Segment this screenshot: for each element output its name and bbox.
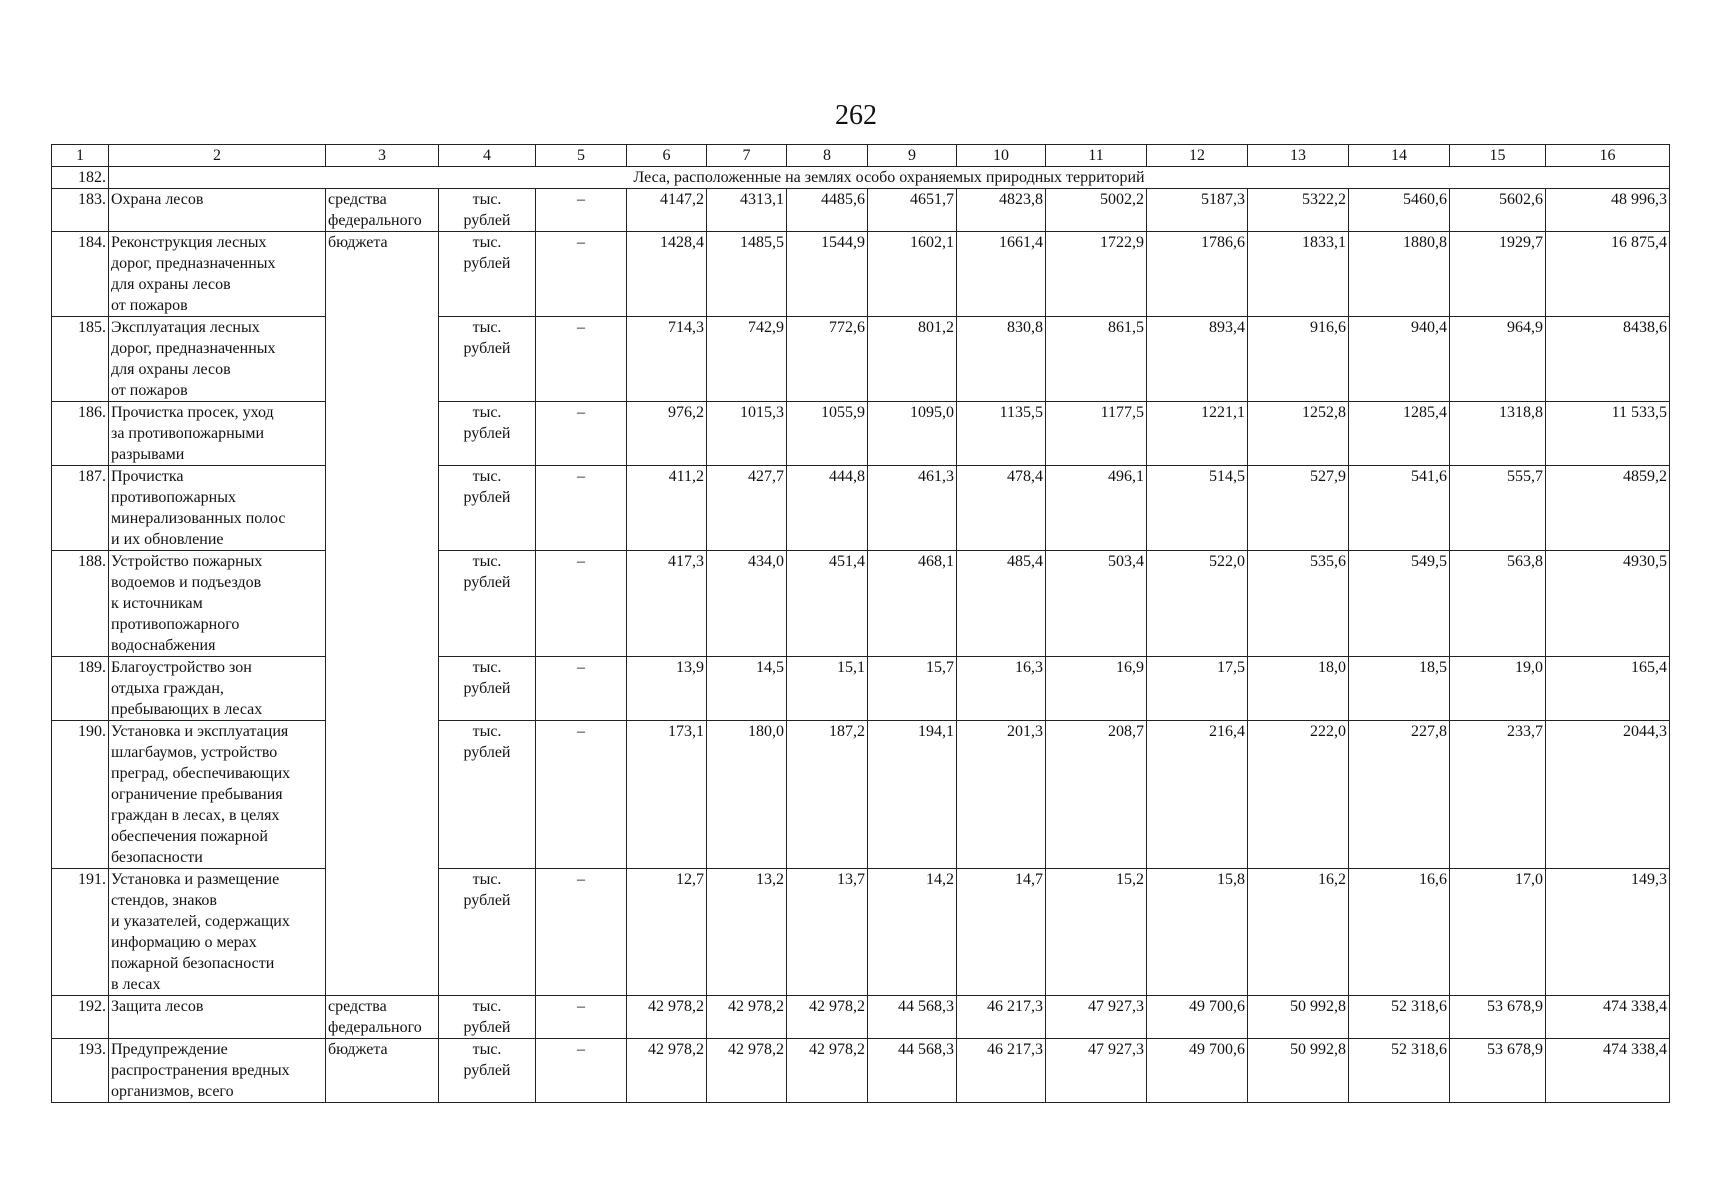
row-value: 478,4: [957, 466, 1046, 551]
row-value: 16,9: [1046, 657, 1147, 721]
row-value: 541,6: [1349, 466, 1450, 551]
row-total: 16 875,4: [1546, 232, 1670, 317]
row-total: 2044,3: [1546, 721, 1670, 869]
row-value: 772,6: [787, 317, 868, 402]
row-total: 4930,5: [1546, 551, 1670, 657]
row-funding-source: средства федерального: [326, 189, 439, 232]
column-number: 5: [536, 145, 627, 167]
row-value: 49 700,6: [1147, 996, 1248, 1039]
row-value: 1285,4: [1349, 402, 1450, 466]
row-value: 1428,4: [627, 232, 707, 317]
row-total: 8438,6: [1546, 317, 1670, 402]
row-unit: тыс. рублей: [439, 1039, 536, 1103]
row-total: 48 996,3: [1546, 189, 1670, 232]
column-number: 7: [707, 145, 787, 167]
row-index: 190.: [52, 721, 109, 869]
table-row: [52, 869, 1670, 996]
row-value: 527,9: [1248, 466, 1349, 551]
row-name: Предупреждение распространения вредных организмов, всего: [109, 1039, 326, 1103]
row-index: 189.: [52, 657, 109, 721]
row-index: 185.: [52, 317, 109, 402]
row-dash: –: [536, 1039, 627, 1103]
row-value: 15,1: [787, 657, 868, 721]
row-name: Прочистка просек, уход за противопожарными разрывами: [109, 402, 326, 466]
row-value: 563,8: [1450, 551, 1546, 657]
row-value: 16,3: [957, 657, 1046, 721]
row-value: 47 927,3: [1046, 1039, 1147, 1103]
row-value: 18,5: [1349, 657, 1450, 721]
row-value: 14,7: [957, 869, 1046, 996]
row-value: 19,0: [1450, 657, 1546, 721]
row-value: 411,2: [627, 466, 707, 551]
table-row: [52, 402, 1670, 466]
row-value: 13,7: [787, 869, 868, 996]
row-value: 1015,3: [707, 402, 787, 466]
row-value: 1786,6: [1147, 232, 1248, 317]
row-name: Благоустройство зон отдыха граждан, пребывающих в лесах: [109, 657, 326, 721]
row-value: 5187,3: [1147, 189, 1248, 232]
row-dash: –: [536, 466, 627, 551]
row-value: 434,0: [707, 551, 787, 657]
row-unit: тыс. рублей: [439, 551, 536, 657]
row-value: 742,9: [707, 317, 787, 402]
row-index: 186.: [52, 402, 109, 466]
row-value: 940,4: [1349, 317, 1450, 402]
row-value: 1485,5: [707, 232, 787, 317]
row-value: 714,3: [627, 317, 707, 402]
row-index: 192.: [52, 996, 109, 1039]
row-funding-source: бюджета: [326, 1039, 439, 1103]
row-value: 222,0: [1248, 721, 1349, 869]
table-row: [52, 466, 1670, 551]
row-value: 916,6: [1248, 317, 1349, 402]
row-value: 50 992,8: [1248, 1039, 1349, 1103]
column-number: 1: [52, 145, 109, 167]
row-index: 193.: [52, 1039, 109, 1103]
column-number: 6: [627, 145, 707, 167]
row-value: 1135,5: [957, 402, 1046, 466]
row-value: 208,7: [1046, 721, 1147, 869]
row-value: 1095,0: [868, 402, 957, 466]
row-value: 233,7: [1450, 721, 1546, 869]
row-value: 417,3: [627, 551, 707, 657]
row-value: 42 978,2: [787, 996, 868, 1039]
row-value: 42 978,2: [707, 996, 787, 1039]
row-index: 183.: [52, 189, 109, 232]
row-value: 1055,9: [787, 402, 868, 466]
row-value: 4313,1: [707, 189, 787, 232]
row-unit: тыс. рублей: [439, 317, 536, 402]
table-row: [52, 657, 1670, 721]
row-value: 44 568,3: [868, 1039, 957, 1103]
row-value: 1929,7: [1450, 232, 1546, 317]
row-unit: тыс. рублей: [439, 466, 536, 551]
row-value: 42 978,2: [627, 996, 707, 1039]
row-value: 1602,1: [868, 232, 957, 317]
row-value: 427,7: [707, 466, 787, 551]
row-unit: тыс. рублей: [439, 721, 536, 869]
column-number: 12: [1147, 145, 1248, 167]
row-name: Установка и эксплуатация шлагбаумов, устройство преград, обеспечивающих ограничение пребывания граждан в лесах, в целях обеспечения пожарной безопасности: [109, 721, 326, 869]
row-value: 549,5: [1349, 551, 1450, 657]
row-dash: –: [536, 551, 627, 657]
row-total: 4859,2: [1546, 466, 1670, 551]
row-value: 46 217,3: [957, 996, 1046, 1039]
row-value: 17,5: [1147, 657, 1248, 721]
row-value: 49 700,6: [1147, 1039, 1248, 1103]
row-value: 44 568,3: [868, 996, 957, 1039]
row-value: 1177,5: [1046, 402, 1147, 466]
row-value: 1544,9: [787, 232, 868, 317]
row-value: 15,2: [1046, 869, 1147, 996]
row-value: 555,7: [1450, 466, 1546, 551]
row-dash: –: [536, 996, 627, 1039]
table-row: [52, 232, 1670, 317]
row-name: Эксплуатация лесных дорог, предназначенных для охраны лесов от пожаров: [109, 317, 326, 402]
row-value: 976,2: [627, 402, 707, 466]
row-value: 5460,6: [1349, 189, 1450, 232]
row-value: 187,2: [787, 721, 868, 869]
row-value: 227,8: [1349, 721, 1450, 869]
row-funding-source: бюджета: [326, 232, 439, 996]
row-value: 50 992,8: [1248, 996, 1349, 1039]
row-dash: –: [536, 317, 627, 402]
row-value: 5322,2: [1248, 189, 1349, 232]
row-value: 1252,8: [1248, 402, 1349, 466]
row-total: 474 338,4: [1546, 1039, 1670, 1103]
row-unit: тыс. рублей: [439, 996, 536, 1039]
row-unit: тыс. рублей: [439, 189, 536, 232]
row-unit: тыс. рублей: [439, 869, 536, 996]
row-value: 1722,9: [1046, 232, 1147, 317]
row-index: 184.: [52, 232, 109, 317]
row-value: 1318,8: [1450, 402, 1546, 466]
row-value: 893,4: [1147, 317, 1248, 402]
row-value: 13,2: [707, 869, 787, 996]
row-value: 42 978,2: [787, 1039, 868, 1103]
row-value: 47 927,3: [1046, 996, 1147, 1039]
row-value: 52 318,6: [1349, 1039, 1450, 1103]
row-total: 149,3: [1546, 869, 1670, 996]
row-value: 461,3: [868, 466, 957, 551]
row-value: 964,9: [1450, 317, 1546, 402]
row-value: 15,8: [1147, 869, 1248, 996]
row-total: 474 338,4: [1546, 996, 1670, 1039]
section-index: 182.: [52, 167, 109, 189]
row-name: Прочистка противопожарных минерализованных полос и их обновление: [109, 466, 326, 551]
row-value: 451,4: [787, 551, 868, 657]
row-index: 187.: [52, 466, 109, 551]
column-number: 11: [1046, 145, 1147, 167]
column-number: 15: [1450, 145, 1546, 167]
row-value: 14,5: [707, 657, 787, 721]
row-value: 503,4: [1046, 551, 1147, 657]
row-value: 830,8: [957, 317, 1046, 402]
row-value: 468,1: [868, 551, 957, 657]
section-row: [52, 167, 1670, 189]
column-number: 14: [1349, 145, 1450, 167]
row-unit: тыс. рублей: [439, 402, 536, 466]
row-value: 42 978,2: [707, 1039, 787, 1103]
column-number: 16: [1546, 145, 1670, 167]
row-value: 14,2: [868, 869, 957, 996]
column-number: 10: [957, 145, 1046, 167]
row-value: 4823,8: [957, 189, 1046, 232]
row-name: Реконструкция лесных дорог, предназначенных для охраны лесов от пожаров: [109, 232, 326, 317]
row-value: 173,1: [627, 721, 707, 869]
row-unit: тыс. рублей: [439, 657, 536, 721]
row-index: 191.: [52, 869, 109, 996]
row-value: 861,5: [1046, 317, 1147, 402]
table-row: [52, 996, 1670, 1039]
row-value: 496,1: [1046, 466, 1147, 551]
row-value: 1661,4: [957, 232, 1046, 317]
column-number: 9: [868, 145, 957, 167]
row-value: 53 678,9: [1450, 996, 1546, 1039]
row-value: 18,0: [1248, 657, 1349, 721]
row-value: 52 318,6: [1349, 996, 1450, 1039]
row-value: 194,1: [868, 721, 957, 869]
table-row: [52, 551, 1670, 657]
row-value: 5602,6: [1450, 189, 1546, 232]
row-value: 46 217,3: [957, 1039, 1046, 1103]
row-value: 444,8: [787, 466, 868, 551]
row-value: 1880,8: [1349, 232, 1450, 317]
row-value: 42 978,2: [627, 1039, 707, 1103]
table-row: [52, 721, 1670, 869]
row-name: Устройство пожарных водоемов и подъездов к источникам противопожарного водоснабжения: [109, 551, 326, 657]
column-number: 13: [1248, 145, 1349, 167]
row-value: 4147,2: [627, 189, 707, 232]
row-value: 53 678,9: [1450, 1039, 1546, 1103]
column-number: 2: [109, 145, 326, 167]
row-value: 16,6: [1349, 869, 1450, 996]
row-value: 180,0: [707, 721, 787, 869]
table-row: [52, 1039, 1670, 1103]
row-dash: –: [536, 869, 627, 996]
row-name: Охрана лесов: [109, 189, 326, 232]
row-value: 17,0: [1450, 869, 1546, 996]
row-value: 15,7: [868, 657, 957, 721]
page-number: 262: [835, 100, 877, 131]
row-value: 5002,2: [1046, 189, 1147, 232]
row-name: Установка и размещение стендов, знаков и указателей, содержащих информацию о мерах пожарной безопасности в лесах: [109, 869, 326, 996]
row-value: 1221,1: [1147, 402, 1248, 466]
row-value: 216,4: [1147, 721, 1248, 869]
row-value: 201,3: [957, 721, 1046, 869]
row-value: 522,0: [1147, 551, 1248, 657]
section-title: Леса, расположенные на землях особо охраняемых природных территорий: [109, 167, 1670, 189]
row-dash: –: [536, 232, 627, 317]
row-value: 4651,7: [868, 189, 957, 232]
row-name: Защита лесов: [109, 996, 326, 1039]
row-index: 188.: [52, 551, 109, 657]
row-value: 801,2: [868, 317, 957, 402]
row-value: 1833,1: [1248, 232, 1349, 317]
row-value: 485,4: [957, 551, 1046, 657]
column-number-row: [52, 145, 1670, 167]
row-dash: –: [536, 189, 627, 232]
row-value: 13,9: [627, 657, 707, 721]
table-row: [52, 317, 1670, 402]
row-dash: –: [536, 657, 627, 721]
column-number: 8: [787, 145, 868, 167]
table-body: [52, 145, 1670, 1103]
budget-table: [51, 144, 1670, 1103]
row-value: 16,2: [1248, 869, 1349, 996]
column-number: 4: [439, 145, 536, 167]
row-value: 12,7: [627, 869, 707, 996]
row-value: 514,5: [1147, 466, 1248, 551]
row-unit: тыс. рублей: [439, 232, 536, 317]
row-total: 11 533,5: [1546, 402, 1670, 466]
table-row: [52, 189, 1670, 232]
column-number: 3: [326, 145, 439, 167]
row-dash: –: [536, 721, 627, 869]
row-funding-source: средства федерального: [326, 996, 439, 1039]
row-value: 535,6: [1248, 551, 1349, 657]
row-dash: –: [536, 402, 627, 466]
row-value: 4485,6: [787, 189, 868, 232]
row-total: 165,4: [1546, 657, 1670, 721]
